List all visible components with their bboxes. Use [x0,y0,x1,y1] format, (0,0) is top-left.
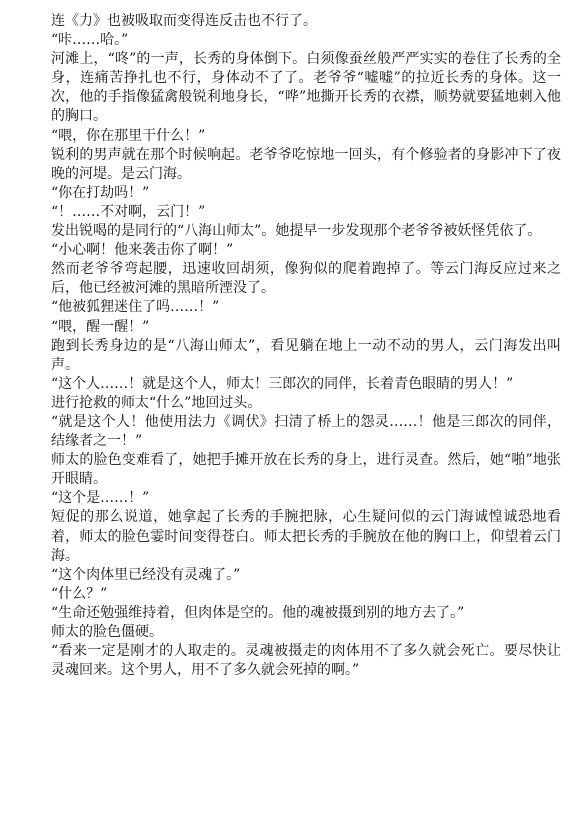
paragraph: “咔……哈。” [51,32,129,49]
paragraph: 连《力》也被吸取而变得连反击也不行了。 [51,13,317,29]
paragraph: 短促的那么说道，她拿起了长秀的手腕把脉，心生疑问似的云门海诚惶诚恐地看着，师太的脸色霎时间变得苍白。师太把长秀的手腕放在他的胸口上，仰望着云门海。 [51,509,561,564]
paragraph: “你在打劫吗！” [51,184,150,201]
paragraph: 师太的脸色僵硬。 [51,624,163,640]
paragraph: “就是这个人！他使用法力《调伏》扫清了桥上的怨灵……！他是三郎次的同伴，结缘者之一！” [51,413,561,450]
paragraph: 跑到长秀身边的是“八海山师太”，看见躺在地上一动不动的男人，云门海发出叫声。 [51,337,561,373]
paragraph: “喂，你在那里干什么！” [51,127,206,144]
paragraph: 发出锐喝的是同行的“八海山师太”。她提早一步发现那个老爷爷被妖怪凭依了。 [51,223,542,240]
paragraph: “这个人……！就是这个人，师太！三郎次的同伴，长着青色眼睛的男人！” [51,375,514,392]
paragraph: “他被狐狸迷住了吗……！” [51,299,220,316]
paragraph: “生命还勉强维持着，但肉体是空的。他的魂被摄到别的地方去了。” [51,604,465,621]
paragraph: “什么？” [51,585,108,602]
paragraph: 然而老爷爷弯起腰，迅速收回胡须，像狗似的爬着跑掉了。等云门海反应过来之后，他已经被河滩的黑暗所湮没了。 [51,261,561,297]
paragraph: 进行抢救的师太“什么”地回过头。 [51,394,262,411]
paragraph: 锐利的男声就在那个时候响起。老爷爷吃惊地一回头，有个修验者的身影冲下了夜晚的河堤。是云门海。 [51,146,561,182]
paragraph: “这个肉体里已经没有灵魂了。” [51,566,241,583]
paragraph: “喂，醒一醒！” [51,318,150,335]
paragraph: 河滩上，“咚”的一声，长秀的身体倒下。白须像蚕丝般严严实实的卷住了长秀的全身，连痛苦挣扎也不行，身体动不了了。老爷爷“嘘嘘”的拉近长秀的身体。这一次，他的手指像猛禽般锐利地身长，“哗”地撕开长秀的衣襟，顺势就要猛地刺入他的胸口。 [51,51,561,125]
paragraph: “这个是……！” [51,490,150,507]
paragraph: “看来一定是刚才的人取走的。灵魂被摄走的肉体用不了多久就会死亡。要尽快让灵魂回来。这个男人，用不了多久就会死掉的啊。” [51,643,561,679]
paragraph: 师太的脸色变难看了，她把手摊开放在长秀的身上，进行灵查。然后，她“啪”地张开眼睛。 [51,452,561,488]
paragraph: “小心啊！他来袭击你了啊！” [51,242,234,259]
paragraph: “！……不对啊，云门！” [51,203,206,220]
